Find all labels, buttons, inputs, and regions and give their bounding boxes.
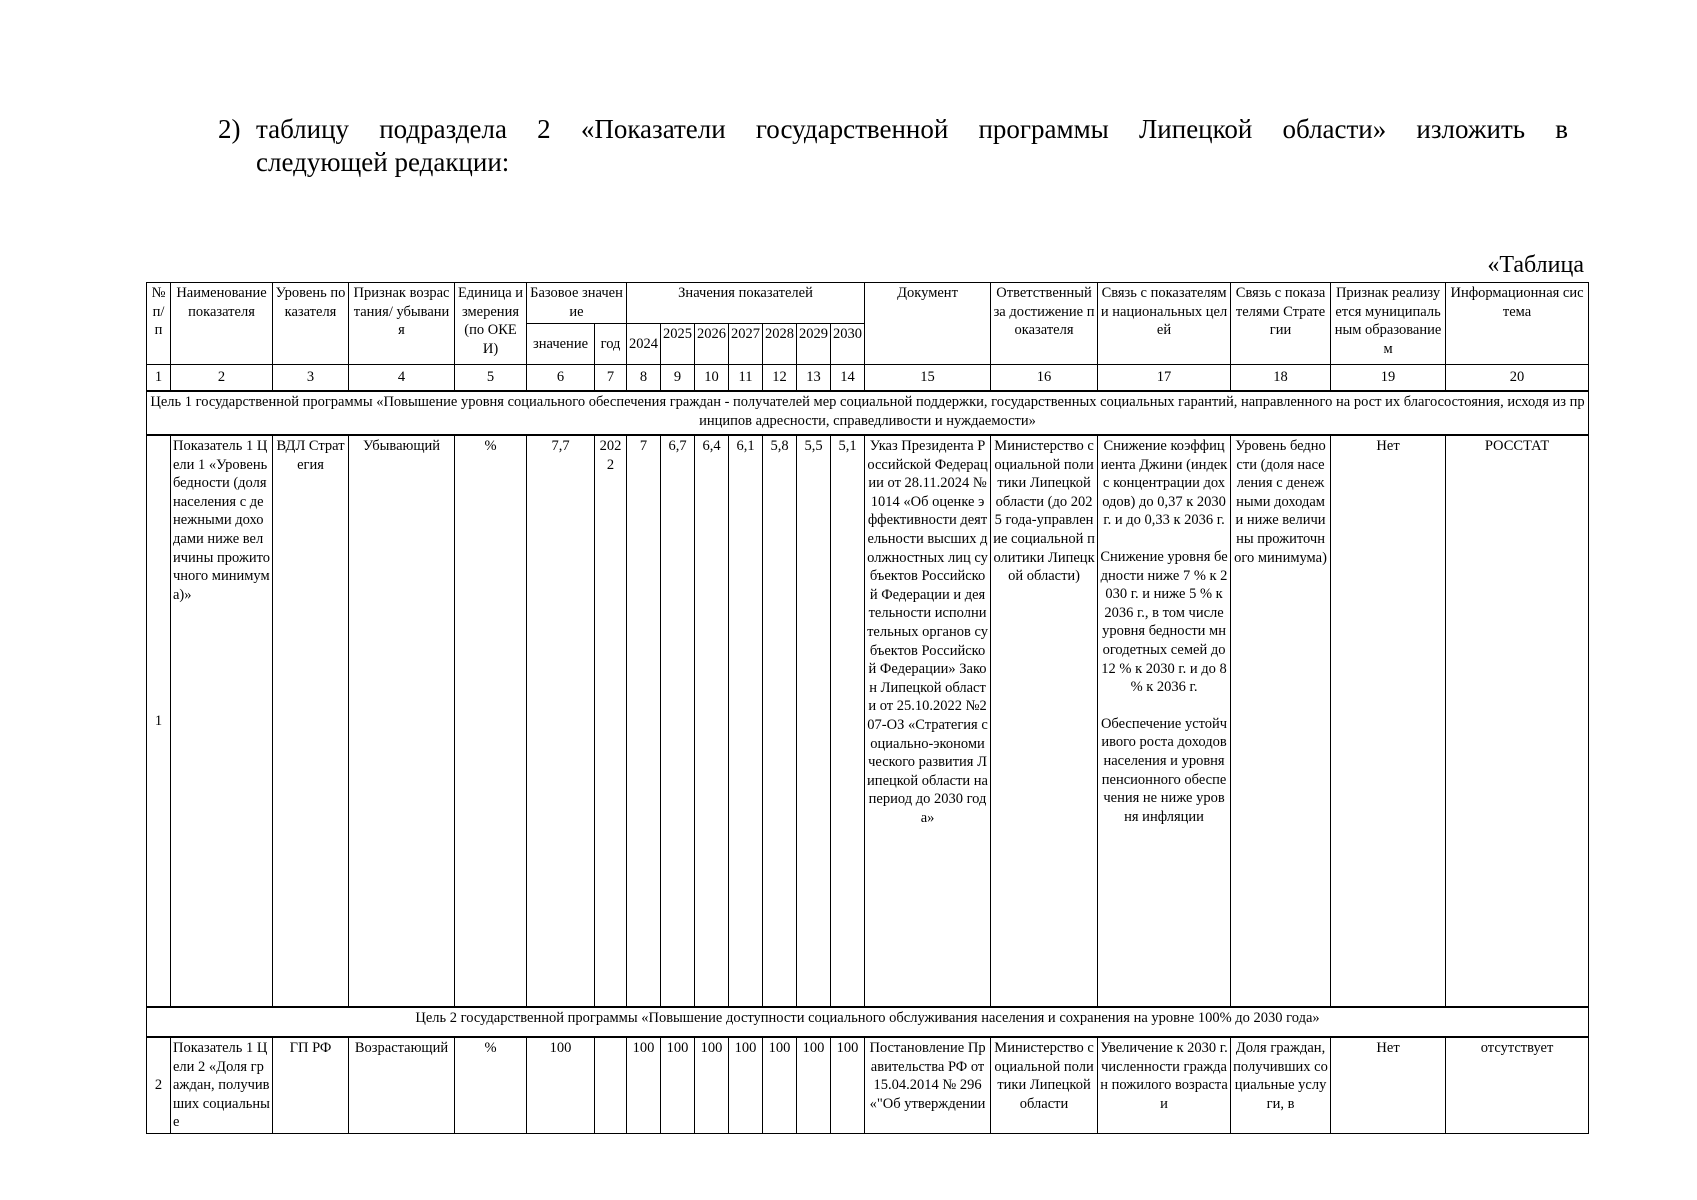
- header-info-system: Информационная система: [1446, 283, 1589, 365]
- table-row: [147, 435, 1589, 1007]
- indicator-level: ВДЛ Стратегия: [273, 435, 349, 1007]
- value-2030: 5,1: [831, 435, 865, 1007]
- goal-1-text: Цель 1 государственной программы «Повышение уровня социального обеспечения граждан - получателей мер социальной поддержки, государственных социальных гарантий, направленного на рост их благосостояния, исходя из принципов адресности, справедливости и нуждаемости»: [147, 391, 1589, 435]
- header-unit: Единица измерения (по ОКЕИ): [455, 283, 527, 365]
- column-number-row: [147, 365, 1589, 392]
- header-trend-sign: Признак возрастания/ убывания: [349, 283, 455, 365]
- value-2024: 7: [627, 435, 661, 1007]
- municipal-flag: Нет: [1331, 1037, 1446, 1133]
- header-base-year: год: [595, 324, 627, 365]
- document: Постановление Правительства РФ от 15.04.2014 № 296 «"Об утверждении: [865, 1037, 991, 1133]
- column-number: 8: [627, 365, 661, 392]
- goal-1-row: [147, 391, 1589, 435]
- responsible: Министерство социальной политики Липецкой области (до 2025 года-управление социальной политики Липецкой области): [991, 435, 1098, 1007]
- column-number: 12: [763, 365, 797, 392]
- value-2028: 100: [763, 1037, 797, 1133]
- value-2025: 6,7: [661, 435, 695, 1007]
- national-goals-link: Увеличение к 2030 г. численности граждан пожилого возраста и: [1098, 1037, 1231, 1133]
- row-number: 1: [147, 435, 171, 1007]
- header-indicator-name: Наименование показателя: [171, 283, 273, 365]
- table-caption: «Таблица: [1487, 252, 1584, 278]
- municipal-flag: Нет: [1331, 435, 1446, 1007]
- column-number: 16: [991, 365, 1098, 392]
- column-number: 11: [729, 365, 763, 392]
- header-responsible: Ответственный за достижение показателя: [991, 283, 1098, 365]
- header-strategy-link: Связь с показателями Стратегии: [1231, 283, 1331, 365]
- table-row: [147, 1037, 1589, 1133]
- value-2030: 100: [831, 1037, 865, 1133]
- info-system: РОССТАТ: [1446, 435, 1589, 1007]
- value-2025: 100: [661, 1037, 695, 1133]
- indicator-level: ГП РФ: [273, 1037, 349, 1133]
- column-number: 4: [349, 365, 455, 392]
- base-value: 7,7: [527, 435, 595, 1007]
- header-values: Значения показателей: [627, 283, 865, 324]
- base-year: 2022: [595, 435, 627, 1007]
- column-number: 17: [1098, 365, 1231, 392]
- base-value: 100: [527, 1037, 595, 1133]
- value-2028: 5,8: [763, 435, 797, 1007]
- indicators-table: [146, 282, 1589, 1134]
- header-base-value: Базовое значение: [527, 283, 627, 324]
- column-number: 2: [171, 365, 273, 392]
- header-year: 2027: [729, 324, 763, 365]
- indicator-name: Показатель 1 Цели 1 «Уровень бедности (доля населения с денежными доходами ниже величины прожиточного минимума)»: [171, 435, 273, 1007]
- goal-2-row: [147, 1007, 1589, 1037]
- value-2027: 6,1: [729, 435, 763, 1007]
- value-2027: 100: [729, 1037, 763, 1133]
- header-level: Уровень показателя: [273, 283, 349, 365]
- column-number: 10: [695, 365, 729, 392]
- column-number: 14: [831, 365, 865, 392]
- indicator-trend: Убывающий: [349, 435, 455, 1007]
- intro-number: 2): [218, 114, 241, 144]
- base-year: [595, 1037, 627, 1133]
- value-2026: 100: [695, 1037, 729, 1133]
- column-number: 1: [147, 365, 171, 392]
- header-number: № п/п: [147, 283, 171, 365]
- intro-line-2: следующей редакции:: [256, 147, 510, 177]
- value-2029: 5,5: [797, 435, 831, 1007]
- header-municipal: Признак реализуется муниципальным образованием: [1331, 283, 1446, 365]
- strategy-link: Доля граждан, получивших социальные услуги, в: [1231, 1037, 1331, 1133]
- national-goal-3: Обеспечение устойчивого роста доходов населения и уровня пенсионного обеспечения не ниже уровня инфляции: [1100, 715, 1228, 825]
- value-2029: 100: [797, 1037, 831, 1133]
- indicator-name: Показатель 1 Цели 2 «Доля граждан, получивших социальные: [171, 1037, 273, 1133]
- column-number: 7: [595, 365, 627, 392]
- column-number: 5: [455, 365, 527, 392]
- strategy-link: Уровень бедности (доля населения с денежными доходами ниже величины прожиточного минимума): [1231, 435, 1331, 1007]
- header-base-val: значение: [527, 324, 595, 365]
- header-year: 2029: [797, 324, 831, 365]
- responsible: Министерство социальной политики Липецкой области: [991, 1037, 1098, 1133]
- column-number: 19: [1331, 365, 1446, 392]
- column-number: 13: [797, 365, 831, 392]
- row-number: 2: [147, 1037, 171, 1133]
- header-year: 2028: [763, 324, 797, 365]
- column-number: 9: [661, 365, 695, 392]
- header-national-goals-link: Связь с показателями национальных целей: [1098, 283, 1231, 365]
- value-2026: 6,4: [695, 435, 729, 1007]
- column-number: 6: [527, 365, 595, 392]
- national-goal-1: Снижение коэффициента Джини (индекс концентрации доходов) до 0,37 к 2030 г. и до 0,33 к 2036 г.: [1100, 438, 1228, 529]
- indicator-unit: %: [455, 435, 527, 1007]
- header-year: 2030: [831, 324, 865, 365]
- indicator-trend: Возрастающий: [349, 1037, 455, 1133]
- national-goal-2: Снижение уровня бедности ниже 7 % к 2030 г. и ниже 5 % к 2036 г., в том числе уровня бедности многодетных семей до 12 % к 2030 г. и до 8 % к 2036 г.: [1100, 548, 1228, 696]
- column-number: 15: [865, 365, 991, 392]
- column-number: 18: [1231, 365, 1331, 392]
- header-year: 2025: [661, 324, 695, 365]
- header-document: Документ: [865, 283, 991, 365]
- info-system: отсутствует: [1446, 1037, 1589, 1133]
- intro-line-1: таблицу подраздела 2 «Показатели государственной программы Липецкой области» изложить в: [256, 114, 1568, 144]
- indicator-unit: %: [455, 1037, 527, 1133]
- national-goals-link: [1098, 435, 1231, 1007]
- header-year: 2026: [695, 324, 729, 365]
- column-number: 20: [1446, 365, 1589, 392]
- goal-2-text: Цель 2 государственной программы «Повышение доступности социального обслуживания населения и сохранения на уровне 100% до 2030 года»: [147, 1007, 1589, 1037]
- header-row: [147, 283, 1589, 324]
- column-number: 3: [273, 365, 349, 392]
- header-year: 2024: [627, 324, 661, 365]
- document: Указ Президента Российской Федерации от 28.11.2024 № 1014 «Об оценке эффективности деятельности высших должностных лиц субъектов Российской Федерации и деятельности исполнительных органов субъектов Российской Федерации» Закон Липецкой области от 25.10.2022 №207-ОЗ «Стратегия социально-экономического развития Липецкой области на период до 2030 года»: [865, 435, 991, 1007]
- value-2024: 100: [627, 1037, 661, 1133]
